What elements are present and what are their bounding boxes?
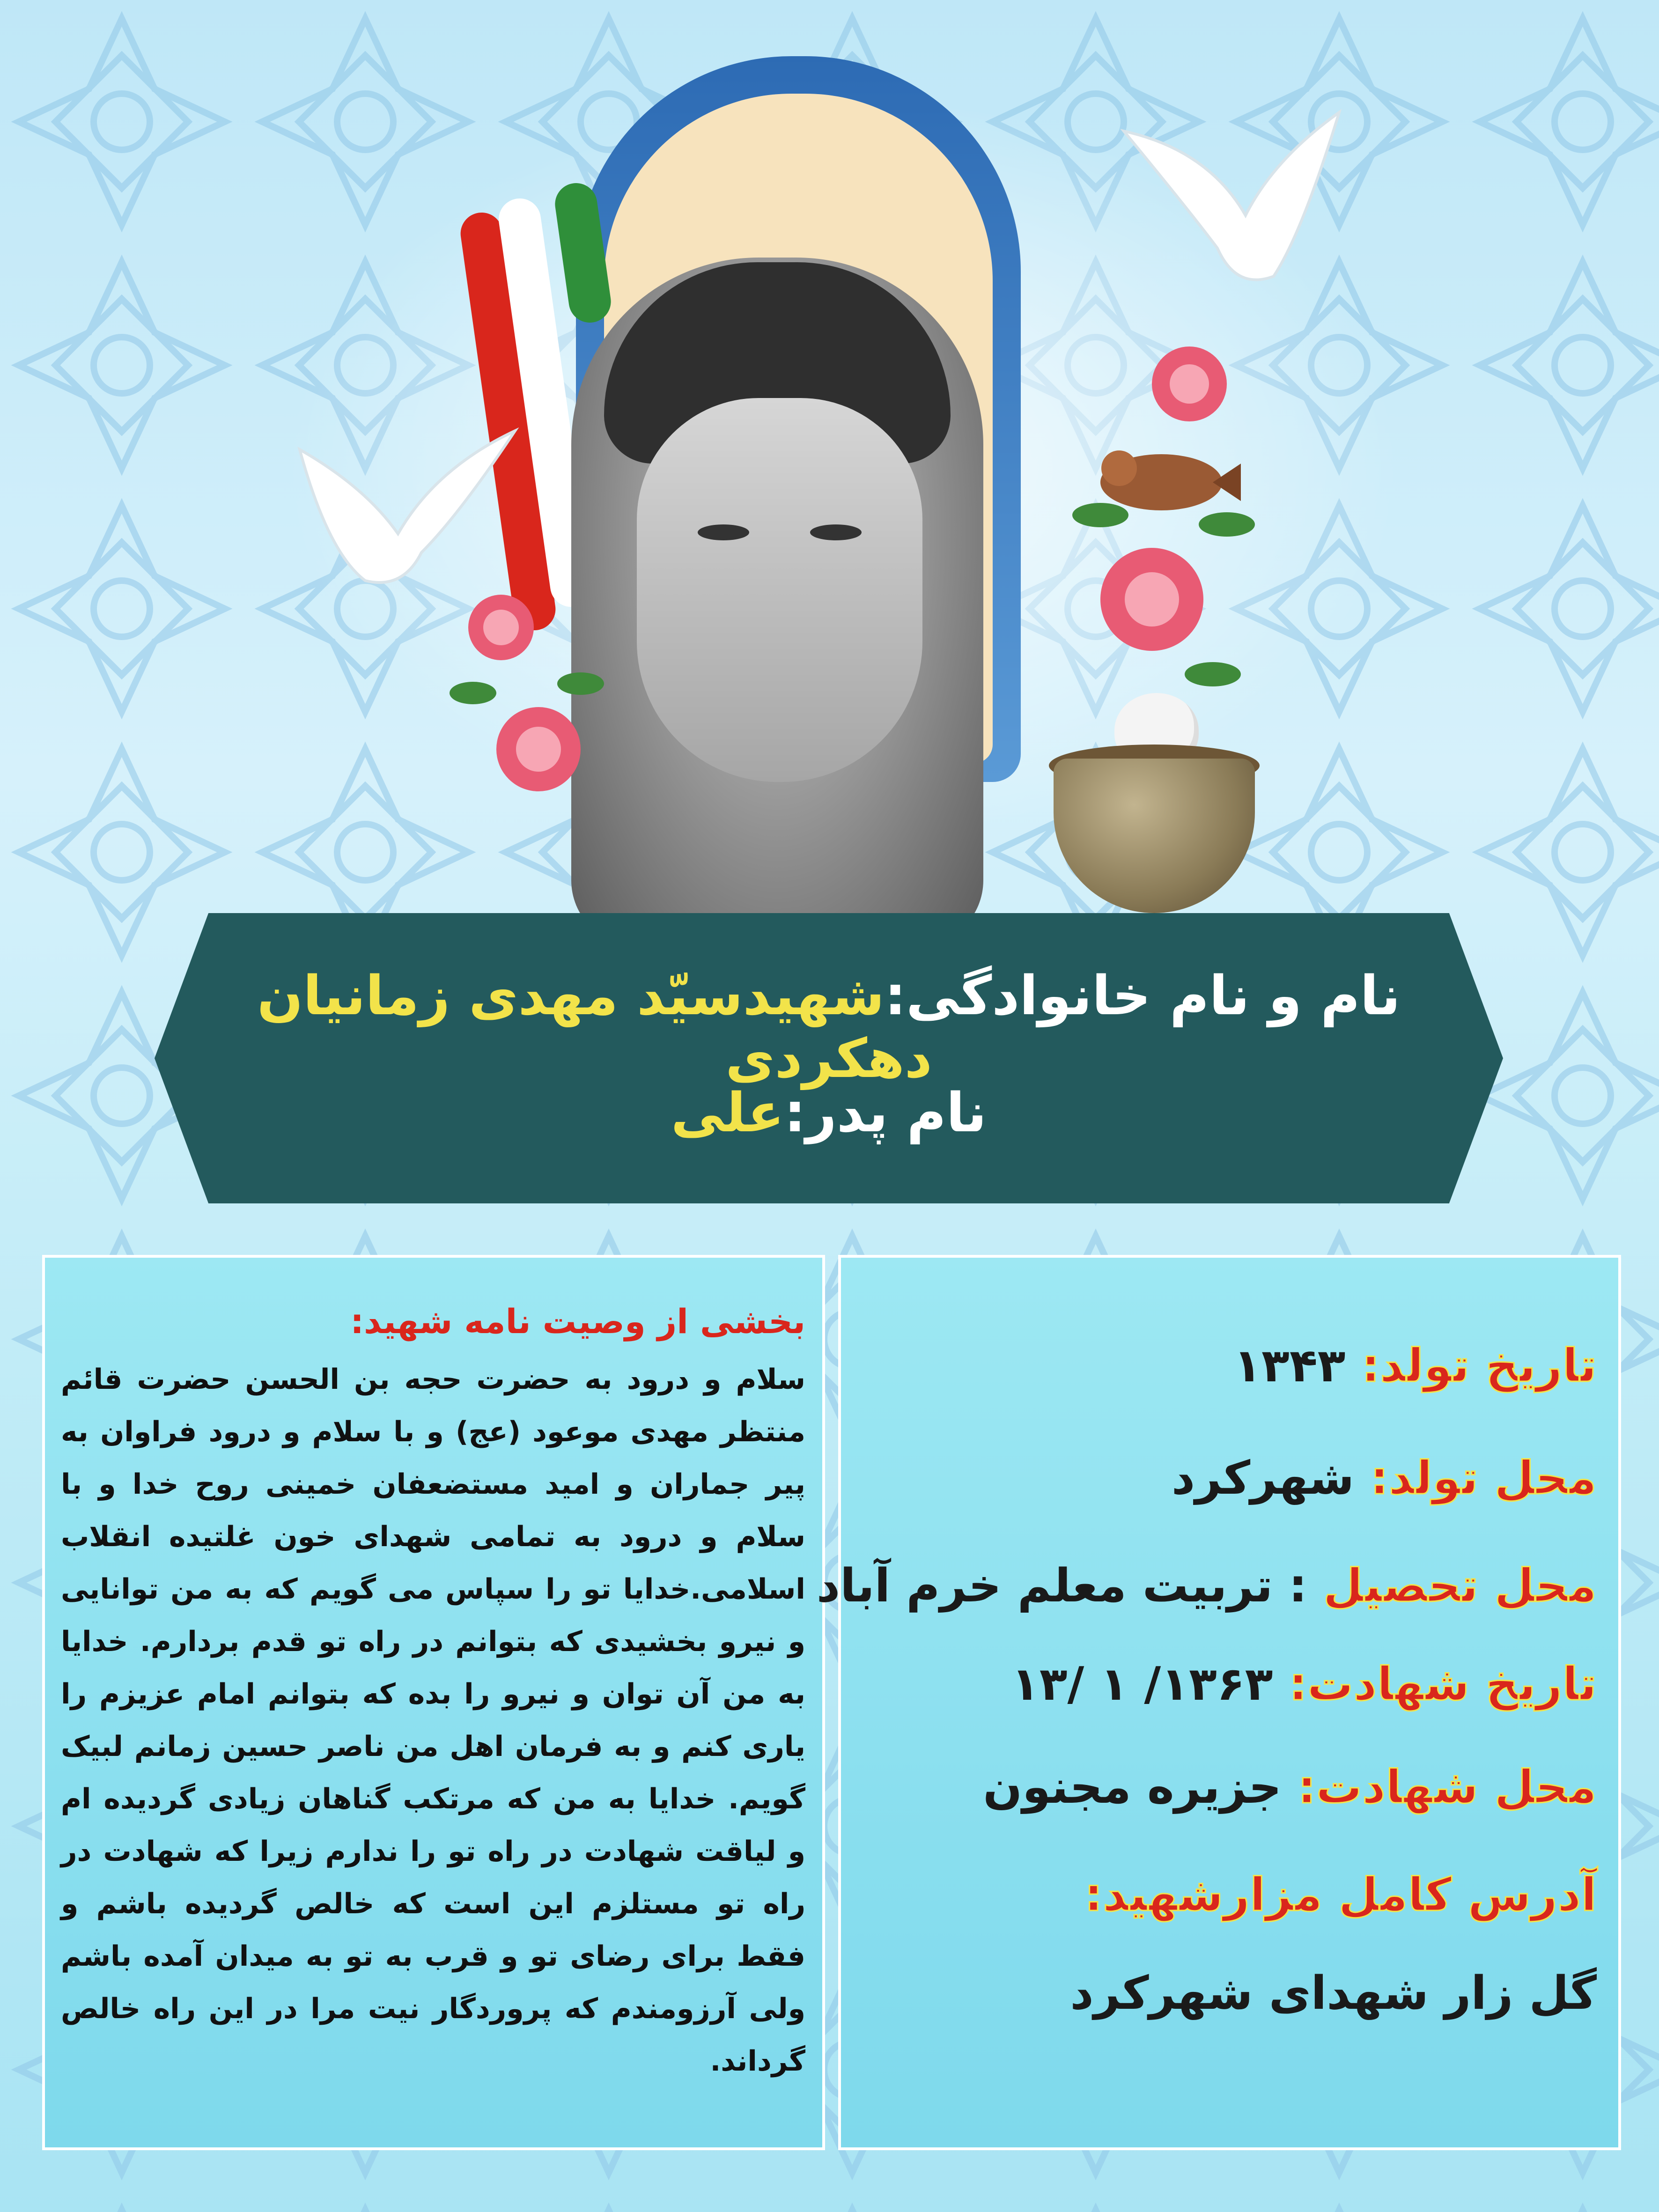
rose-icon (445, 581, 613, 824)
bird-icon (1091, 431, 1241, 534)
photo-eye-right (810, 524, 862, 540)
martyr-place-value: جزیره مجنون (983, 1761, 1282, 1814)
education-label: محل تحصیل (1323, 1559, 1597, 1613)
will-text: سلام و درود به حضرت حجه بن الحسن حضرت قائم منتظر مهدی موعود (عج) و با سلام و درود فراوان به پیر جماران و امید مستضعفان خمینی روح خدا و با سلام و درود به تمامی شهدای خون غلتیده انقلاب اسلامی.خدایا تو را سپاس می گویم که به من توانایی و نیرو بخشیدی که بتوانم در راه تو قدم بردارم. خدایا به من آن توان و نیرو را بده که بتوانم امام عزیزم را یاری کنم و به فرمان اهل من ناصر حسین زمانم لبیک گویم. خدایا به من که مرتکب گناهان زیادی گردیده ام و لیاقت شهادت در راه تو را ندارم زیرا که شهادت در راه تو مستلزم این است که خالص گردیده باشم و فقط برای رضای تو و قرب به تو به میدان آمده باشم ولی آرزومندم که پروردگار نیت مرا در این راه خالص گرداند. (61, 1363, 805, 2078)
father-value: علی (671, 1082, 784, 1144)
photo-face (637, 398, 922, 782)
education-row (816, 1559, 1597, 1613)
will-title: بخشی از وصیت نامه شهید: (350, 1302, 805, 1341)
address-label: آدرس کامل مزارشهید: (1084, 1868, 1597, 1922)
name-label: نام و نام خانوادگی: (885, 965, 1401, 1027)
martyr-date-value: ۱۳۶۳/ ۱ /۱۳ (1011, 1658, 1273, 1711)
birth-place-row (857, 1452, 1597, 1505)
photo-eye-left (698, 524, 749, 540)
martyr-place-row (857, 1761, 1597, 1814)
martyr-date-label: تاریخ شهادت: (1289, 1658, 1597, 1711)
name-line (155, 965, 1503, 1090)
birth-date-value: ۱۳۴۳ (1233, 1339, 1346, 1393)
education-value: : تربیت معلم خرم آباد (816, 1559, 1307, 1613)
birth-place-label: محل تولد: (1370, 1452, 1597, 1505)
birth-date-row (857, 1339, 1597, 1393)
address-row (857, 1868, 1597, 1922)
name-value: شهیدسیّد مهدی زمانیان دهکردی (257, 965, 932, 1090)
father-label: نام پدر: (784, 1082, 987, 1144)
birth-date-label: تاریخ تولد: (1361, 1339, 1597, 1393)
martyr-place-label: محل شهادت: (1298, 1761, 1597, 1814)
address-value: گل زار شهدای شهرکرد (1070, 1967, 1597, 2020)
dove-icon (1096, 94, 1358, 318)
martyr-date-row (857, 1658, 1597, 1711)
birth-place-value: شهرکرد (1171, 1452, 1355, 1505)
father-line (155, 1082, 1503, 1144)
dove-icon (281, 412, 524, 609)
